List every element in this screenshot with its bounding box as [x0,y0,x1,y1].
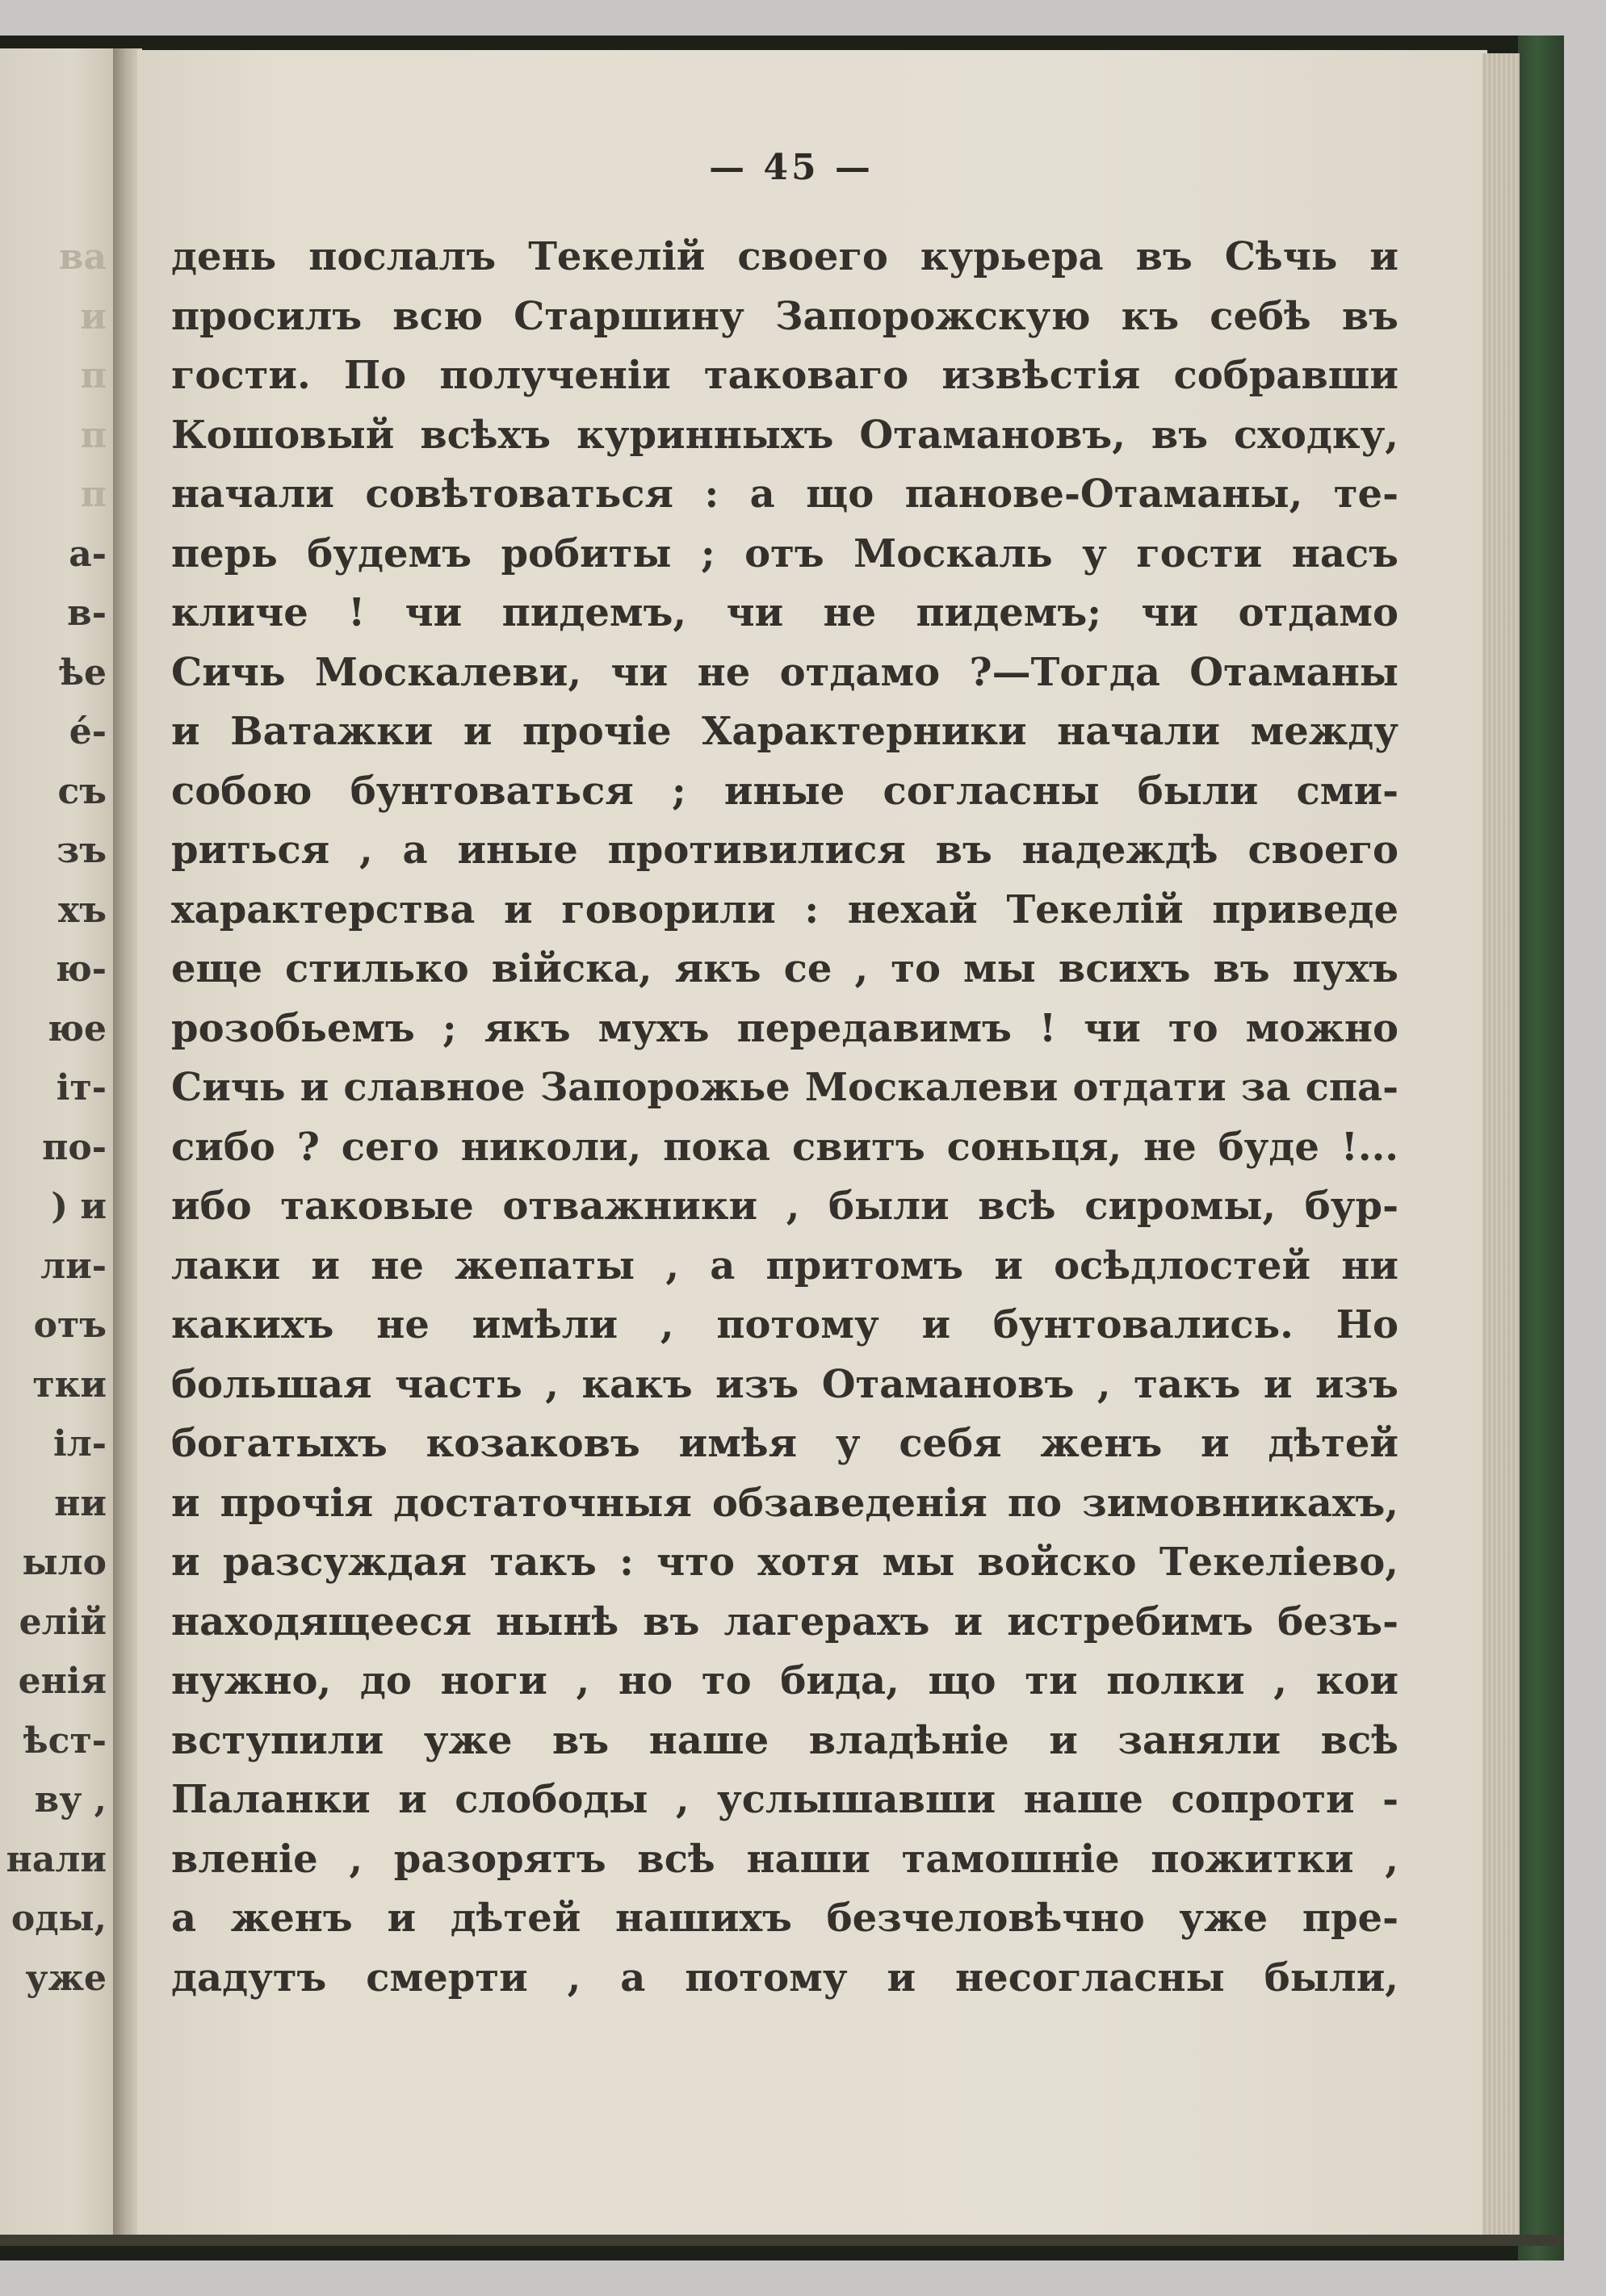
text-line: лаки и не жепаты , а притомъ и осѣдлостей ни [171,1242,1398,1288]
left-page-fragment: съ [57,770,107,812]
left-page-fragment: п [80,474,107,515]
left-page-fragment: юе [47,1008,107,1050]
left-page-fragment: ва [58,237,107,278]
left-page-fragment: ѣе [59,652,107,693]
left-page-fragment: п [80,414,107,456]
text-line: нужно, до ноги , но то бида, що ти полки , кои [171,1658,1398,1703]
left-page-fragment: отъ [33,1305,107,1346]
text-line: перь будемъ робиты ; отъ Москаль у гости насъ [171,530,1398,576]
text-line: кличе ! чи пидемъ, чи не пидемъ; чи отдамо [171,590,1398,635]
left-page-fragment: оды, [10,1898,107,1939]
left-page-fragment: ѣст- [23,1720,107,1762]
text-line: и разсуждая такъ : что хотя мы войско Текеліево, [171,1540,1398,1585]
text-line: а женъ и дѣтей нашихъ безчеловѣчно уже пре- [171,1896,1398,1941]
text-line: дадутъ смерти , а потому и несогласны были, [171,1955,1398,2001]
left-page-fragment: а- [69,533,107,575]
text-line: Сичь и славное Запорожье Москалеви отдати за спа- [171,1065,1398,1110]
left-page-fragment: ни [54,1482,107,1524]
left-page-fragment: ли- [40,1245,107,1287]
page-edges [1482,53,1520,2239]
left-page-fragment: и [80,295,107,337]
left-page-fragment: ыло [22,1542,107,1583]
text-line: гости. По полученіи таковаго извѣстія собравши [171,353,1398,398]
text-line: и Ватажки и прочіе Характерники начали между [171,709,1398,754]
text-line: Паланки и слободы , услышавши наше сопроти - [171,1777,1398,1822]
left-page-fragment: зъ [57,830,107,871]
left-page-fragment: іт- [56,1067,107,1108]
text-line: богатыхъ козаковъ имѣя у себя женъ и дѣтей [171,1421,1398,1466]
text-line: розобьемъ ; якъ мухъ передавимъ ! чи то можно [171,1005,1398,1051]
text-line: большая часть , какъ изъ Отамановъ , такъ и изъ [171,1361,1398,1407]
text-line: вступили уже въ наше владѣніе и заняли всѣ [171,1717,1398,1763]
left-page-fragment: хъ [58,889,107,931]
left-page-fragment: по- [42,1126,107,1168]
left-page-fragment: е́- [69,711,107,752]
text-line: Кошовый всѣхъ куринныхъ Отамановъ, въ сходку, [171,412,1398,458]
left-page-fragment: іл- [53,1423,107,1464]
text-line: сибо ? сего николи, пока свитъ соньця, не буде !... [171,1124,1398,1170]
left-page-fragment: ву , [34,1779,107,1820]
text-line: и прочія достаточныя обзаведенія по зимовникахъ, [171,1480,1398,1526]
text-line: характерства и говорили : нехай Текелій приведе [171,886,1398,932]
page-number: — 45 — [709,147,874,188]
text-line: Сичь Москалеви, чи не отдамо ?—Тогда Отаманы [171,649,1398,695]
left-page-fragment: ) и [51,1186,107,1227]
left-page-fragment: елій [19,1601,107,1643]
text-line: ибо таковые отважники , были всѣ сиромы, бур- [171,1184,1398,1229]
left-page-fragment: нали [6,1838,107,1880]
text-line: вленіе , разорятъ всѣ наши тамошніе пожитки , [171,1836,1398,1882]
book-cover-edge [1518,36,1564,2260]
text-line: какихъ не имѣли , потому и бунтовались. Но [171,1302,1398,1347]
left-page-fragment: енія [18,1661,107,1702]
left-page-fragment: ю- [55,949,107,990]
text-line: просилъ всю Старшину Запорожскую къ себѣ въ [171,293,1398,339]
left-page-fragments [0,228,113,2008]
left-page-fragment: в- [67,593,107,634]
text-line: риться , а иные противилися въ надеждѣ своего [171,827,1398,873]
body-text [171,228,1398,2008]
bottom-shadow [0,2235,1564,2246]
left-page-fragment: уже [25,1957,107,1999]
left-page-fragment: п [80,355,107,396]
text-line: день послалъ Текелій своего курьера въ Сѣчь и [171,234,1398,279]
text-line: находящееся нынѣ въ лагерахъ и истребимъ безъ- [171,1598,1398,1644]
text-line: еще стилько війска, якъ се , то мы всихъ въ пухъ [171,946,1398,991]
text-line: начали совѣтоваться : а що панове-Отаманы, те- [171,471,1398,517]
left-page-fragment: тки [32,1364,107,1406]
text-line: собою бунтоваться ; иные согласны были сми- [171,768,1398,814]
